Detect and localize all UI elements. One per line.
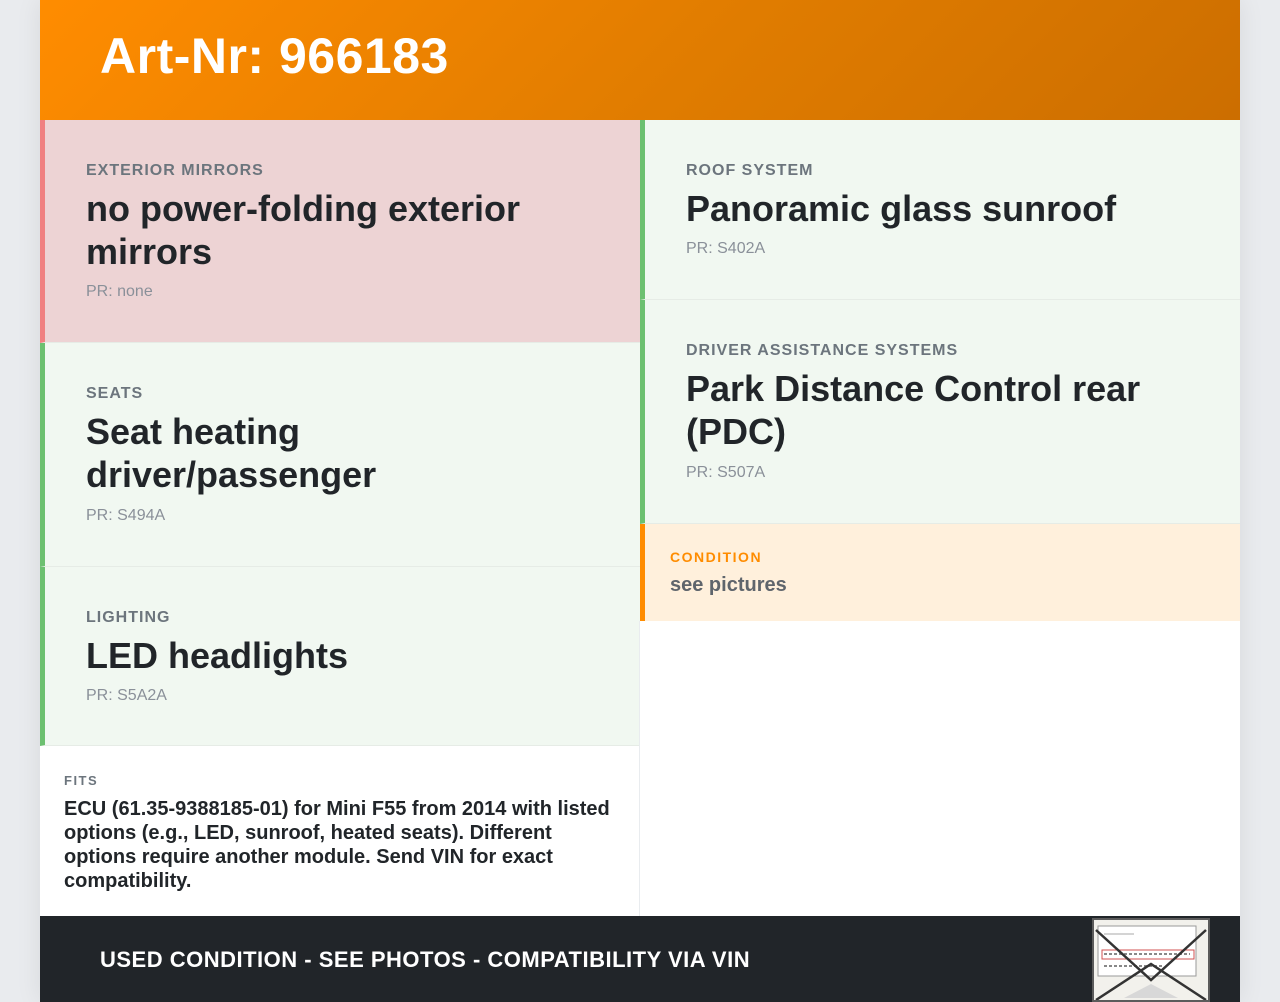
footer-banner-text: USED CONDITION - SEE PHOTOS - COMPATIBILITY VIA VIN <box>100 947 751 972</box>
fits-label: FITS <box>64 773 99 788</box>
fits-section <box>40 746 640 916</box>
product-photo-thumbnail[interactable] <box>1092 918 1210 1002</box>
footer-bar <box>40 916 1240 1002</box>
option-pr-code: PR: S5A2A <box>86 687 167 704</box>
condition-value: see pictures <box>670 574 787 596</box>
option-category: SEATS <box>86 385 144 402</box>
option-name: Seat heating driver/passenger <box>86 411 377 495</box>
option-name: LED headlights <box>86 635 349 676</box>
option-card-seats <box>40 343 640 567</box>
option-name: Park Distance Control rear (PDC) <box>686 368 1141 452</box>
option-card-driver-assistance <box>640 300 1240 524</box>
option-pr-code: PR: S494A <box>86 507 166 524</box>
option-pr-code: PR: S402A <box>686 240 766 257</box>
header-banner <box>40 0 1240 120</box>
option-category: EXTERIOR MIRRORS <box>86 162 264 179</box>
article-number-title: Art-Nr: 966183 <box>100 28 449 84</box>
option-name: Panoramic glass sunroof <box>686 188 1117 229</box>
option-category: DRIVER ASSISTANCE SYSTEMS <box>686 342 959 359</box>
option-card-lighting <box>40 567 640 746</box>
label-photo-icon <box>1094 920 1208 1000</box>
product-sheet <box>40 0 1240 1002</box>
option-category: ROOF SYSTEM <box>686 162 814 179</box>
option-card-roof-system <box>640 120 1240 300</box>
option-card-exterior-mirrors <box>40 120 640 343</box>
condition-box <box>640 524 1240 621</box>
fits-description: ECU (61.35-9388185-01) for Mini F55 from 2014 with listed options (e.g., LED, sunroof, heated seats). Different options require another module. Send VIN for exact compatibility. <box>64 798 610 892</box>
option-pr-code: PR: none <box>86 283 153 300</box>
option-pr-code: PR: S507A <box>686 464 766 481</box>
option-name: no power-folding exterior mirrors <box>86 188 521 272</box>
condition-label: CONDITION <box>670 549 763 565</box>
option-category: LIGHTING <box>86 609 171 626</box>
